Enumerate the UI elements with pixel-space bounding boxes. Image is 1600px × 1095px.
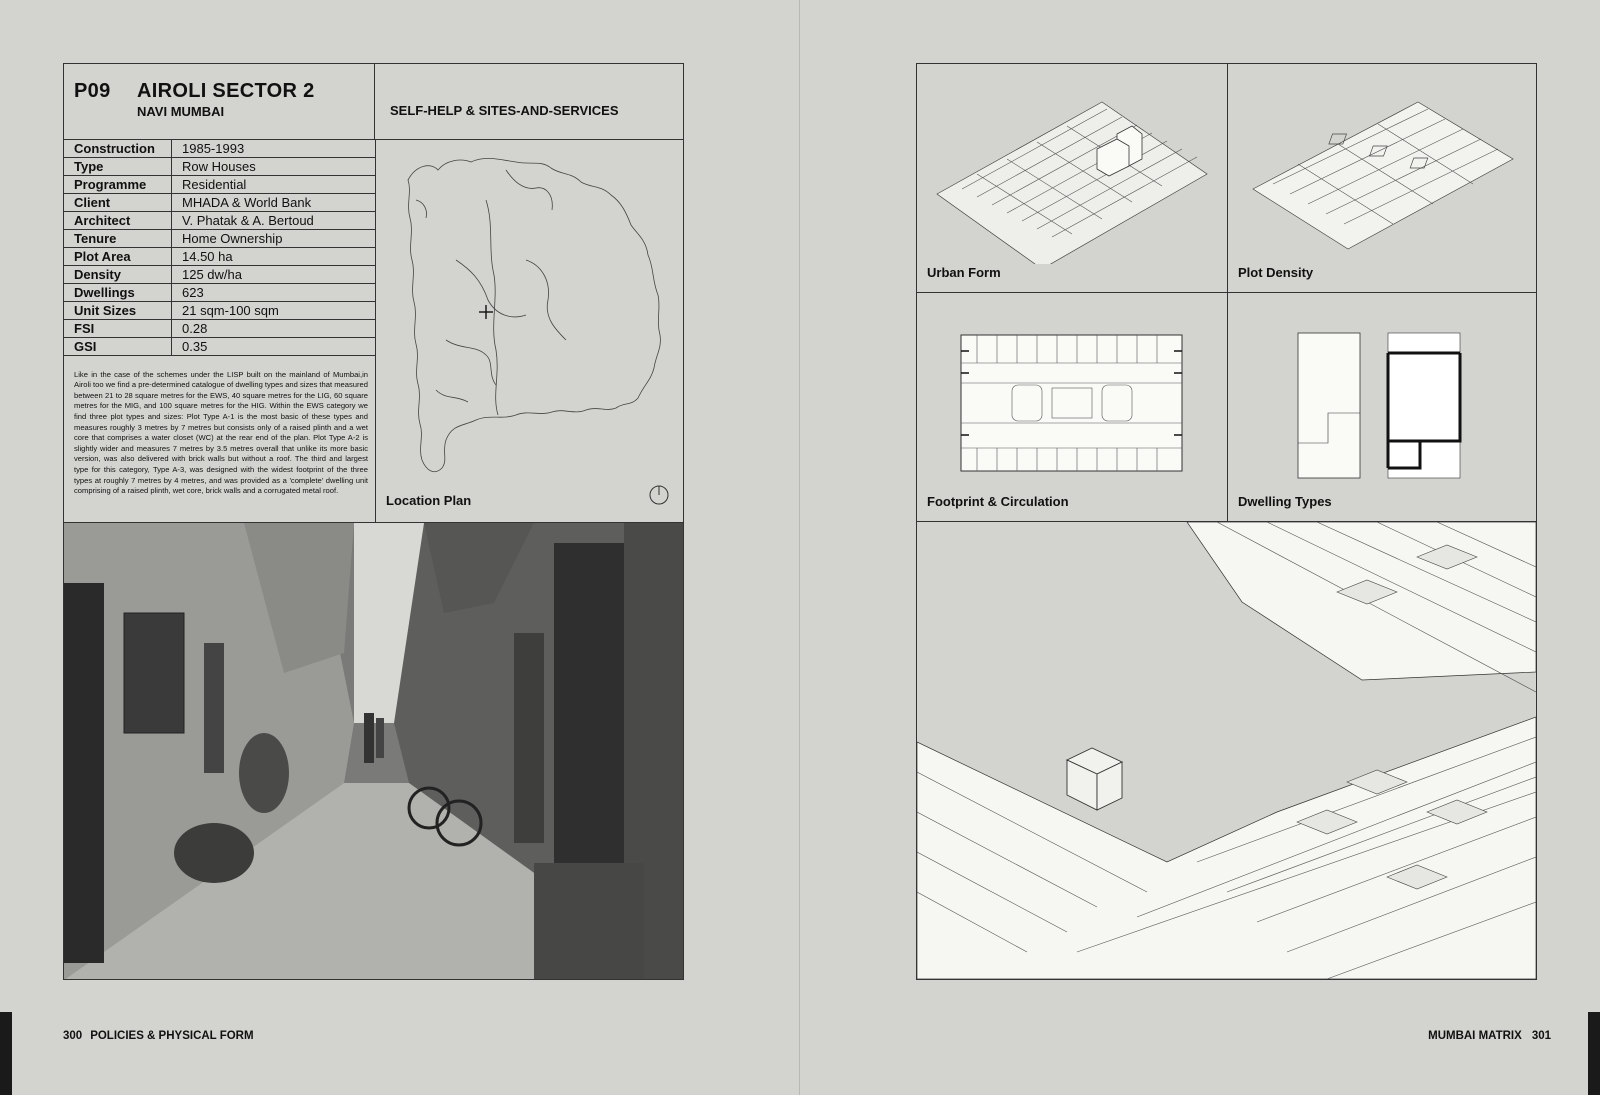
fact-value: Row Houses	[172, 158, 376, 176]
footprint-drawing	[917, 293, 1227, 493]
fact-value: 125 dw/ha	[172, 266, 376, 284]
folio-left	[63, 1030, 254, 1042]
table-row	[64, 284, 375, 302]
project-category-cell	[375, 64, 683, 140]
project-location: NAVI MUMBAI	[137, 104, 225, 119]
urban-form-drawing	[917, 64, 1227, 264]
page-edge-left	[0, 1012, 12, 1095]
project-header	[64, 64, 375, 140]
table-row	[64, 194, 375, 212]
fact-label: Construction	[64, 140, 172, 158]
fact-value: 14.50 ha	[172, 248, 376, 266]
urban-form-label: Urban Form	[927, 265, 1001, 280]
table-row	[64, 212, 375, 230]
plot-density-panel	[1228, 64, 1536, 293]
fact-label: GSI	[64, 338, 172, 356]
table-row	[64, 248, 375, 266]
fact-value: 0.28	[172, 320, 376, 338]
location-map-drawing	[376, 140, 683, 522]
table-row	[64, 338, 375, 356]
urban-form-panel	[917, 64, 1228, 293]
fact-label: Tenure	[64, 230, 172, 248]
fact-value: Home Ownership	[172, 230, 376, 248]
fact-value: Residential	[172, 176, 376, 194]
fact-label: Dwellings	[64, 284, 172, 302]
table-row	[64, 158, 375, 176]
axonometric-drawing	[917, 522, 1536, 979]
fact-value: 1985-1993	[172, 140, 376, 158]
running-head: MUMBAI MATRIX	[1428, 1030, 1522, 1042]
table-row	[64, 176, 375, 194]
fact-label: Architect	[64, 212, 172, 230]
footprint-label: Footprint & Circulation	[927, 494, 1069, 509]
fact-value: V. Phatak & A. Bertoud	[172, 212, 376, 230]
fact-label: Client	[64, 194, 172, 212]
page-number: 300	[63, 1030, 83, 1042]
dwelling-types-drawing	[1228, 293, 1535, 493]
page-number: 301	[1531, 1030, 1551, 1042]
table-row	[64, 266, 375, 284]
dwelling-types-panel	[1228, 293, 1536, 522]
north-arrow-icon	[650, 486, 668, 504]
fact-label: Unit Sizes	[64, 302, 172, 320]
table-row	[64, 140, 375, 158]
project-sheet	[63, 63, 684, 980]
project-title: AIROLI SECTOR 2	[137, 80, 315, 102]
folio-right	[1428, 1030, 1551, 1042]
fact-label: Plot Area	[64, 248, 172, 266]
project-category: SELF-HELP & SITES-AND-SERVICES	[390, 103, 619, 118]
fact-label: Programme	[64, 176, 172, 194]
fact-value: 623	[172, 284, 376, 302]
fact-value: 21 sqm-100 sqm	[172, 302, 376, 320]
fact-label: Type	[64, 158, 172, 176]
drawings-sheet	[916, 63, 1537, 980]
facts-table	[64, 140, 375, 356]
table-row	[64, 320, 375, 338]
book-spine	[799, 0, 800, 1095]
fact-value: 0.35	[172, 338, 376, 356]
project-description: Like in the case of the schemes under the LISP built on the mainland of Mumbai,in Airoli too we find a pre-determined catalogue of dwelling types and sizes that measured between 21 to 28 square metres for the EWS, 40 square metres for the LIG, 60 square metres for the MIG, and 100 square metres for the HIG. Within the EWS category we find three plot types and sizes: Plot Type A-1 is the most basic of these types and measures roughly 3 metres by 7 metres but consists only of a raised plinth and a wet core that comprises a water closet (WC) at the rear end of the plan. Plot Type A-2 is slightly wider and measures 7 metres by 3.5 metres overall that unlike its more basic version, was also delivered with brick walls but without a roof. The third and largest type for this category, Type A-3, was designed with the widest footprint of the three types at roughly 7 metres by 4 metres, and was provided as a 'complete' dwelling unit comprising of a raised plinth, wet core, brick walls and a corrugated metal roof.	[74, 369, 368, 496]
footprint-panel	[917, 293, 1228, 522]
plot-density-drawing	[1228, 64, 1535, 264]
fact-value: MHADA & World Bank	[172, 194, 376, 212]
street-photo	[64, 522, 683, 979]
plot-density-label: Plot Density	[1238, 265, 1314, 280]
page-edge-right	[1588, 1012, 1600, 1095]
location-plan	[376, 140, 683, 522]
fact-label: FSI	[64, 320, 172, 338]
location-plan-label: Location Plan	[386, 493, 472, 508]
project-code: P09	[74, 80, 111, 102]
fact-label: Density	[64, 266, 172, 284]
table-row	[64, 230, 375, 248]
dwelling-types-label: Dwelling Types	[1238, 494, 1332, 509]
table-row	[64, 302, 375, 320]
running-head: POLICIES & PHYSICAL FORM	[90, 1030, 254, 1042]
